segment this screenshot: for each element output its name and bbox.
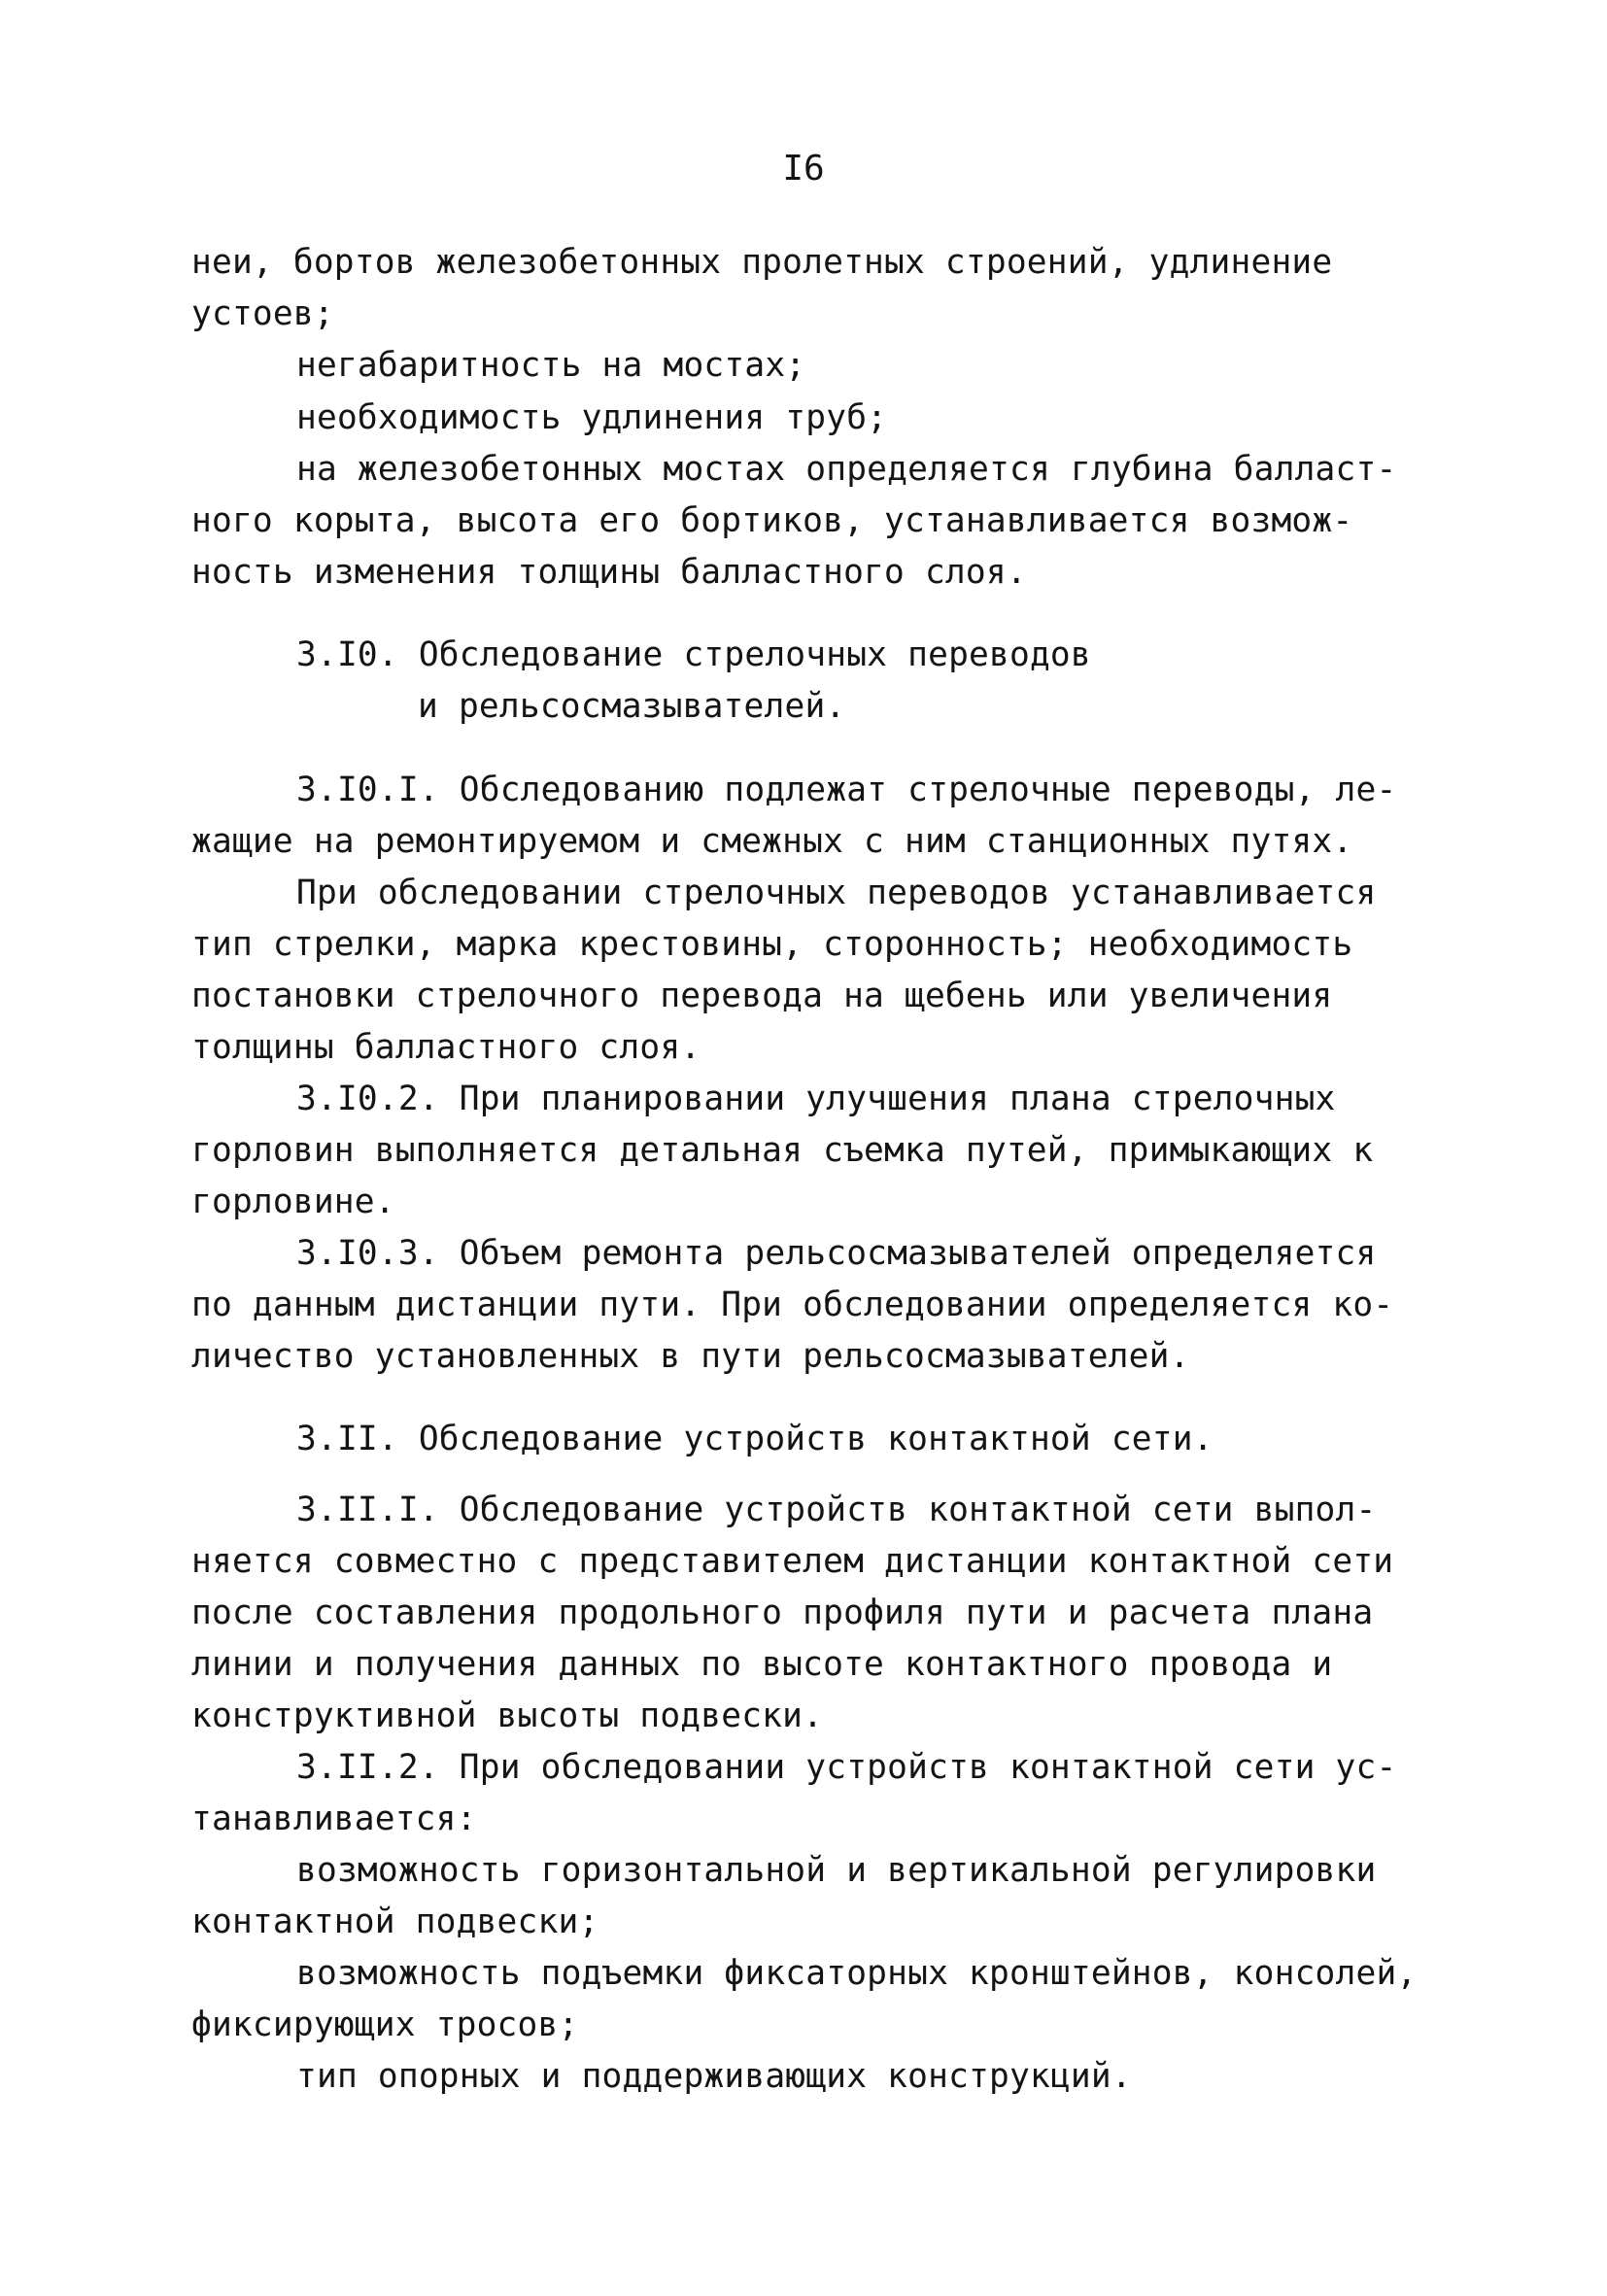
list-item: тип опорных и поддерживающих конструкций. [296,2057,1132,2096]
text-line: по данным дистанции пути. При обследовании определяется ко- [191,1285,1394,1324]
section-heading: 3.II. Обследование устройств контактной сети. [296,1420,1214,1458]
text-line: тип стрелки, марка крестовины, сторонность; необходимость [191,925,1353,964]
list-item: возможность горизонтальной и вертикальной регулировки [296,1851,1377,1890]
text-line: линии и получения данных по высоте контактного провода и [191,1645,1333,1684]
text-line: няется совместно с представителем дистанции контактной сети [191,1542,1394,1581]
text-line: устоев; [191,294,334,333]
text-line: личество установленных в пути рельсосмазывателей. [191,1337,1190,1376]
text-line: ность изменения толщины балластного слоя. [191,553,1027,592]
section-heading: 3.I0. Обследование стрелочных переводов [296,635,1091,674]
text-line: после составления продольного профиля пути и расчета плана [191,1593,1374,1632]
text-line: контактной подвески; [191,1902,599,1941]
text-line: фиксирующих тросов; [191,2005,579,2044]
text-line: ного корыта, высота его бортиков, устанавливается возмож- [191,501,1353,540]
list-item: необходимость удлинения труб; [296,398,888,437]
text-line: горловине. [191,1182,395,1221]
list-item: на железобетонных мостах определяется глубина балласт- [296,450,1397,489]
text-line: постановки стрелочного перевода на щебень или увеличения [191,977,1333,1015]
text-line: неи, бортов железобетонных пролетных строений, удлинение [191,243,1333,282]
paragraph-start: 3.II.2. При обследовании устройств контактной сети ус- [296,1748,1397,1787]
text-line: жащие на ремонтируемом и смежных с ним станционных путях. [191,822,1353,861]
paragraph-start: При обследовании стрелочных переводов устанавливается [296,874,1377,912]
list-item: возможность подъемки фиксаторных кронштейнов, консолей, [296,1954,1418,1993]
text-line: конструктивной высоты подвески. [191,1696,824,1735]
paragraph-start: 3.I0.3. Объем ремонта рельсосмазывателей определяется [296,1234,1377,1273]
text-line: толщины балластного слоя. [191,1028,701,1067]
paragraph-start: 3.II.I. Обследование устройств контактной сети выпол- [296,1491,1377,1529]
list-item: негабаритность на мостах; [296,346,806,385]
section-heading: и рельсосмазывателей. [418,687,846,726]
page-number: I6 [782,149,825,188]
paragraph-start: 3.I0.I. Обследованию подлежат стрелочные переводы, ле- [296,771,1397,809]
paragraph-start: 3.I0.2. При планировании улучшения плана стрелочных [296,1079,1336,1118]
text-line: горловин выполняется детальная съемка путей, примыкающих к [191,1131,1374,1170]
text-line: танавливается: [191,1799,477,1838]
